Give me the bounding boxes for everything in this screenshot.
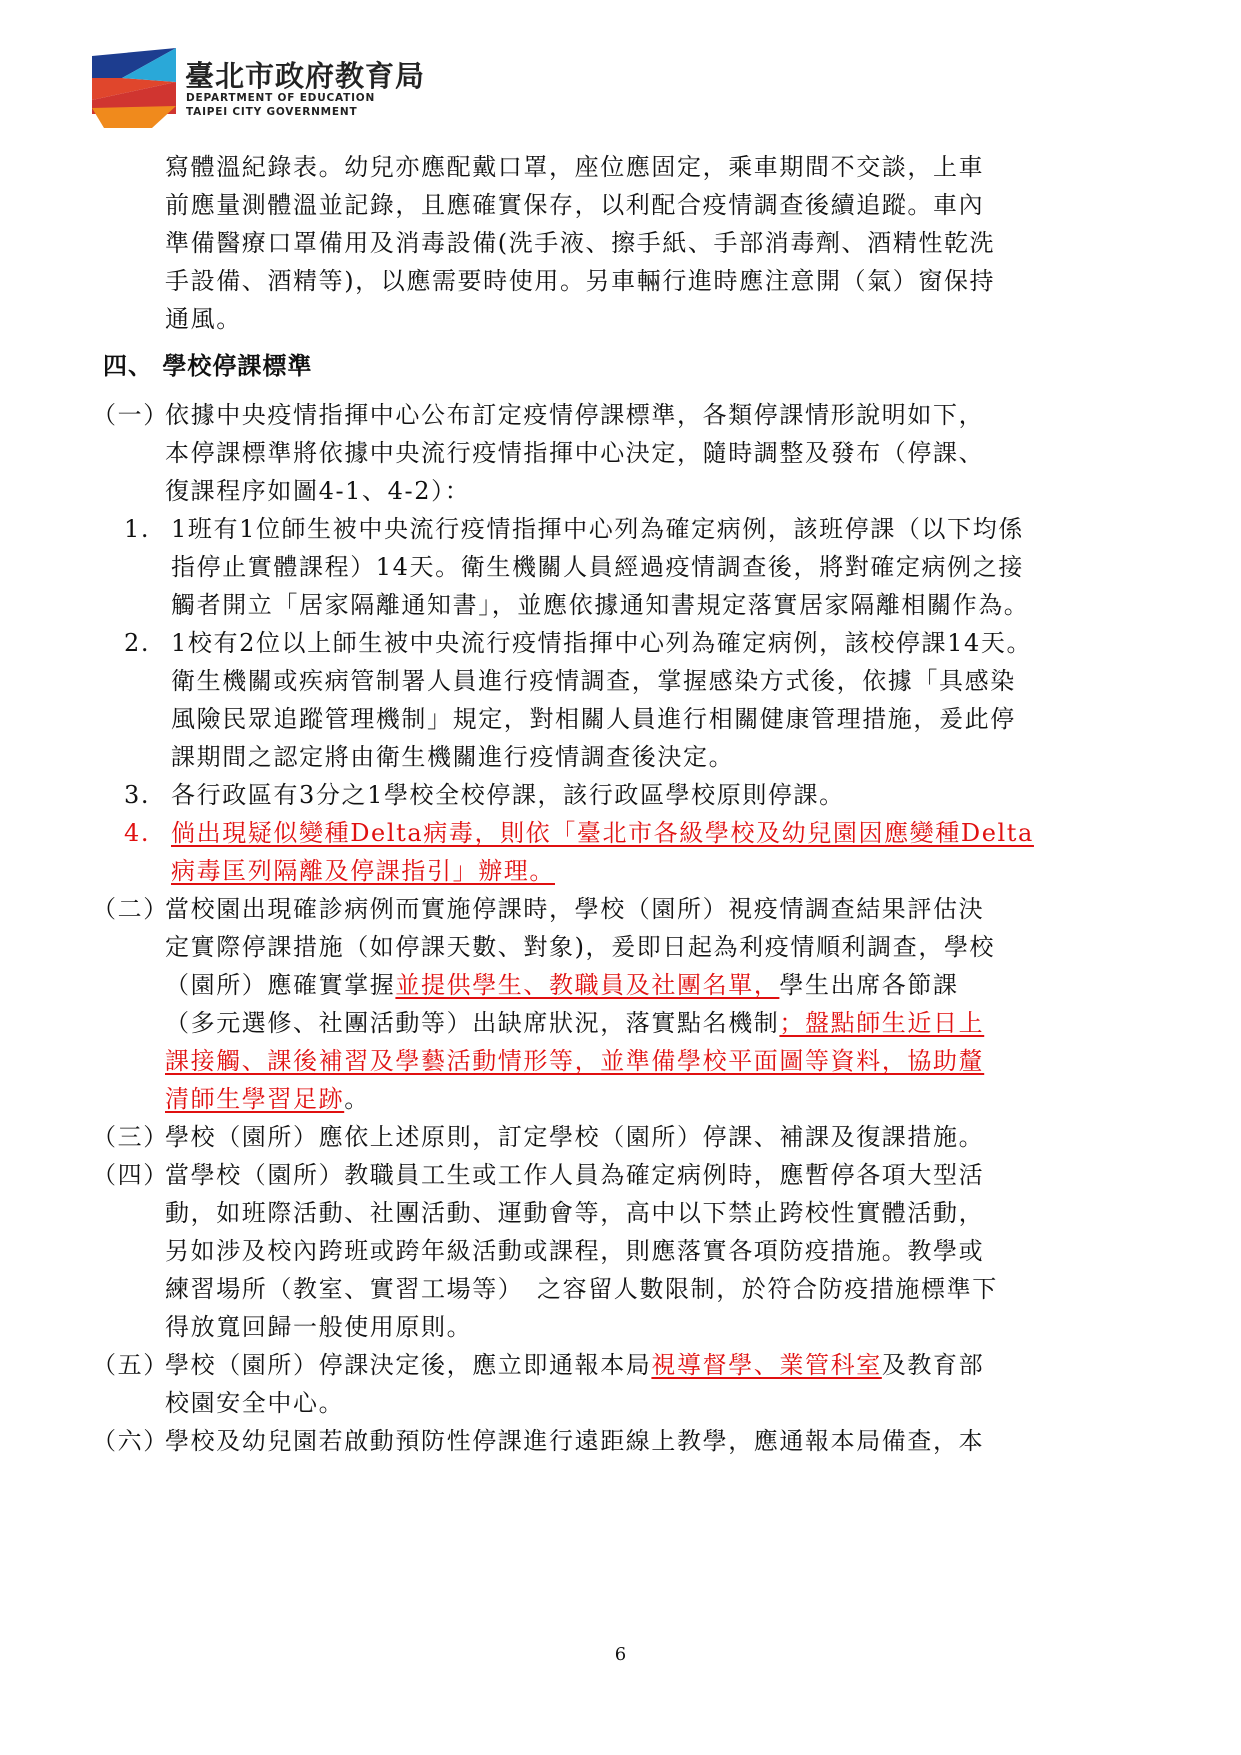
paragraph-line: 通風。 [165,305,242,333]
list-marker: 4. [124,819,151,847]
paragraph-line: 動，如班際活動、社團活動、運動會等，高中以下禁止跨校性實體活動， [165,1199,985,1227]
text-run: 學校（園所）停課決定後，應立即通報本局 [165,1351,652,1379]
organization-name: 臺北市政府教育局 [185,59,426,93]
page-number: 6 [614,1644,627,1665]
paragraph-line: 風險民眾追蹤管理機制」規定，對相關人員進行相關健康管理措施，爰此停 [171,705,1016,733]
list-marker: （一） [92,401,169,429]
list-marker: 1. [124,515,151,543]
text-run: （多元選修、社團活動等）出缺席狀況，落實點名機制 [165,1009,780,1037]
paragraph-line: 準備醫療口罩備用及消毒設備(洗手液、擦手紙、手部消毒劑、酒精性乾洗 [165,229,996,257]
paragraph-line: 當學校（園所）教職員工生或工作人員為確定病例時，應暫停各項大型活 [165,1161,985,1189]
paragraph-line: 依據中央疫情指揮中心公布訂定疫情停課標準，各類停課情形說明如下， [165,401,985,429]
paragraph-line [165,1084,370,1114]
highlighted-text: 視導督學、業管科室 [651,1351,882,1379]
list-marker: （四） [92,1161,169,1189]
highlighted-text: ；盤點師生近日上 [779,1009,985,1037]
paragraph-line: 1班有1位師生被中央流行疫情指揮中心列為確定病例，該班停課（以下均係 [171,515,1024,543]
organization-name-english-line2: TAIPEI CITY GOVERNMENT [186,106,358,118]
paragraph-line: 寫體溫紀錄表。幼兒亦應配戴口罩，座位應固定，乘車期間不交談，上車 [165,153,985,181]
paragraph-line [165,1350,984,1380]
section-heading: 四、 學校停課標準 [103,352,313,380]
paragraph-line: 本停課標準將依據中央流行疫情指揮中心決定，隨時調整及發布（停課、 [165,439,985,467]
paragraph-line: 當校園出現確診病例而實施停課時，學校（園所）視疫情調查結果評估決 [165,895,985,923]
list-marker: 2. [124,629,151,657]
highlighted-text: 清師生學習足跡 [165,1085,345,1113]
paragraph-line: 1校有2位以上師生被中央流行疫情指揮中心列為確定病例，該校停課14天。 [171,629,1033,657]
paragraph-line: 衛生機關或疾病管制署人員進行疫情調查，掌握感染方式後，依據「具感染 [171,667,1016,695]
paragraph-line [165,1008,984,1038]
paragraph-line: 學校及幼兒園若啟動預防性停課進行遠距線上教學，應通報本局備查，本 [165,1427,985,1455]
paragraph-line: 校園安全中心。 [165,1389,345,1417]
paragraph-line: 另如涉及校內跨班或跨年級活動或課程，則應落實各項防疫措施。教學或 [165,1237,985,1265]
list-marker: 3. [124,781,151,809]
paragraph-line: 得放寬回歸一般使用原則。 [165,1313,473,1341]
highlighted-line: 病毒匡列隔離及停課指引」辦理。 [171,857,555,885]
paragraph-line: 觸者開立「居家隔離通知書」，並應依據通知書規定落實居家隔離相關作為。 [171,591,1030,619]
paragraph-line: 學校（園所）應依上述原則，訂定學校（園所）停課、補課及復課措施。 [165,1123,985,1151]
paragraph-line: 指停止實體課程）14天。衛生機關人員經過疫情調查後，將對確定病例之接 [171,553,1024,581]
paragraph-line [165,970,959,1000]
paragraph-line: 課期間之認定將由衛生機關進行疫情調查後決定。 [171,743,735,771]
paragraph-line: 手設備、酒精等)，以應需要時使用。另車輛行進時應注意開（氣）窗保持 [165,267,996,295]
text-run: （園所）應確實掌握 [165,971,396,999]
organization-name-english: DEPARTMENT OF EDUCATION [186,92,376,104]
education-bureau-logo [92,48,176,128]
highlighted-line: 課接觸、課後補習及學藝活動情形等，並準備學校平面圖等資料，協助釐 [165,1047,985,1075]
list-marker: （六） [92,1427,169,1455]
list-marker: （三） [92,1123,169,1151]
highlighted-text: 並提供學生、教職員及社團名單， [395,971,780,999]
text-run: 。 [344,1085,370,1113]
paragraph-line: 前應量測體溫並記錄，且應確實保存，以利配合疫情調查後續追蹤。車內 [165,191,985,219]
paragraph-line: 各行政區有3分之1學校全校停課，該行政區學校原則停課。 [171,781,845,809]
paragraph-line: 復課程序如圖4-1、4-2）： [165,477,471,505]
paragraph-line: 練習場所（教室、實習工場等） 之容留人數限制，於符合防疫措施標準下 [165,1275,998,1303]
highlighted-line: 倘出現疑似變種Delta病毒，則依「臺北市各級學校及幼兒園因應變種Delta [171,819,1034,847]
list-marker: （五） [92,1351,169,1379]
text-run: 學生出席各節課 [779,971,959,999]
paragraph-line: 定實際停課措施（如停課天數、對象)，爰即日起為利疫情順利調查，學校 [165,933,996,961]
list-marker: （二） [92,895,169,923]
text-run: 及教育部 [881,1351,985,1379]
